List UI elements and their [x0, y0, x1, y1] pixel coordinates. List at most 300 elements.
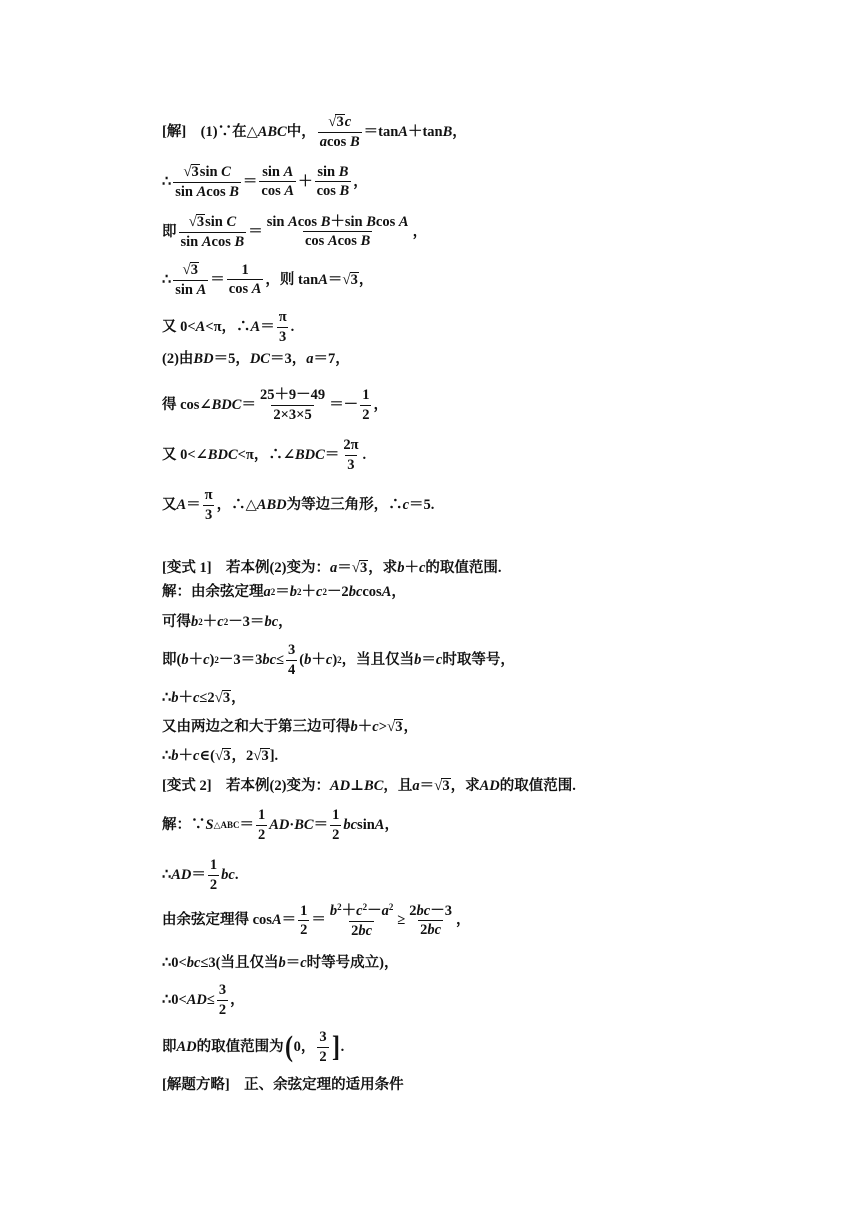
math-variable: B	[360, 233, 371, 250]
sqrt-expression	[352, 560, 368, 576]
fraction-numerator	[286, 643, 297, 660]
sqrt-radicand: 3	[223, 748, 231, 764]
text-run: ，	[391, 584, 406, 600]
math-variable: C	[221, 164, 231, 181]
math-variable: c	[203, 651, 210, 668]
text-run: 2	[332, 826, 340, 843]
fraction-denominator	[217, 1000, 228, 1018]
sqrt-radicand: 3	[222, 690, 231, 706]
text-run: 1	[362, 387, 370, 403]
math-variable: bc	[262, 651, 277, 668]
variant-1-line-5	[162, 719, 418, 735]
sqrt-radicand: 3	[395, 719, 403, 735]
text-run: ≤	[276, 651, 285, 668]
math-variable: A	[195, 318, 206, 335]
sqrt-expression	[183, 164, 199, 180]
math-variable: AD	[176, 1038, 197, 1055]
text-run: ≥	[397, 912, 406, 929]
fraction-numerator	[407, 904, 454, 921]
text-run: ＝	[239, 816, 255, 833]
solution-line-4	[162, 262, 373, 298]
text-run: ∴0<	[162, 955, 187, 971]
math-variable: a	[412, 777, 420, 794]
interval-bracket: ]	[331, 1030, 340, 1063]
variant-1-line-1	[162, 585, 406, 600]
math-variable: c	[372, 718, 379, 735]
math-variable: c	[192, 747, 200, 764]
text-run: ∴0<	[162, 991, 187, 1008]
variant-1-line-2	[162, 615, 293, 630]
text-run: 0，	[293, 1038, 316, 1055]
text-run: 3	[205, 506, 213, 523]
text-run: ⊥	[350, 777, 365, 794]
sqrt-symbol: √	[182, 262, 191, 279]
text-run: 又 0<∠	[162, 446, 208, 463]
text-run: cos	[316, 183, 340, 200]
math-variable: b	[181, 651, 189, 668]
math-variable: b	[278, 955, 286, 971]
math-variable: bc	[186, 955, 201, 971]
math-variable: A	[201, 234, 212, 251]
text-run: ＝	[186, 496, 201, 513]
text-run: ＝5.	[409, 496, 435, 513]
sqrt-expression	[215, 690, 231, 706]
text-run: ＋	[188, 651, 204, 668]
fraction	[407, 904, 454, 938]
fraction	[173, 262, 208, 298]
text-run: ≤	[206, 991, 215, 1008]
variant-2-line-5	[162, 983, 245, 1017]
text-run: －3＝	[228, 614, 265, 630]
text-run: [解] (1)∵在△	[162, 123, 258, 140]
text-run: ＝	[242, 173, 258, 190]
math-variable: a	[263, 584, 271, 600]
text-run: ＋	[178, 689, 193, 706]
sqrt-radicand: 3	[359, 560, 368, 576]
text-run: 即	[162, 223, 177, 240]
solution-line-8	[162, 438, 366, 472]
text-run: [变式 2] 若本例(2)变为：	[162, 777, 330, 794]
math-variable: A	[374, 816, 385, 833]
text-run: 得 cos∠	[162, 396, 212, 413]
math-variable: AD	[479, 777, 500, 794]
math-variable: a	[306, 351, 314, 367]
variant-2-line-1	[162, 808, 399, 842]
fraction	[328, 903, 395, 938]
math-variable: B	[320, 213, 331, 230]
text-run: ，且	[383, 777, 413, 794]
text-run: ＋	[301, 584, 316, 600]
text-run: ∴	[162, 173, 172, 190]
superscript: 2	[337, 654, 342, 665]
text-run: ∈(	[199, 747, 215, 764]
text-run: 2	[362, 406, 370, 423]
text-run: [解题方略] 正、余弦定理的适用条件	[162, 1077, 404, 1093]
sqrt-symbol: √	[214, 748, 224, 765]
text-run: 1	[241, 261, 249, 278]
fraction-numerator	[360, 388, 371, 405]
sqrt-expression	[342, 272, 358, 288]
text-run: 的取值范围.	[425, 559, 502, 576]
text-run: <π，∴	[205, 318, 251, 335]
text-run: －	[367, 903, 382, 919]
text-run: )	[332, 651, 338, 668]
fraction	[217, 983, 228, 1017]
math-variable: b	[289, 584, 297, 600]
fraction-numerator	[265, 215, 411, 232]
fraction-numerator	[260, 165, 295, 182]
text-run: 1	[332, 807, 340, 823]
math-variable: c	[344, 114, 352, 131]
fraction-denominator	[315, 181, 352, 199]
math-variable: S	[205, 816, 214, 833]
fraction-denominator	[173, 280, 208, 298]
text-run: sin	[357, 816, 375, 833]
text-run: sin	[205, 214, 227, 231]
superscript: 2	[270, 586, 276, 597]
variant-2-line-4	[162, 956, 399, 971]
math-variable: c	[325, 651, 333, 668]
text-run: ，求	[450, 777, 480, 794]
sqrt-expression	[215, 748, 231, 764]
fraction-denominator	[298, 920, 309, 938]
solution-line-2	[162, 164, 368, 200]
fraction-denominator	[179, 232, 247, 250]
fraction-numerator	[217, 983, 228, 1000]
fraction	[173, 164, 241, 200]
solution-line-6	[162, 352, 350, 367]
math-variable: B	[229, 184, 239, 201]
fraction	[360, 388, 371, 422]
text-run: 2	[300, 922, 308, 938]
text-run: 2	[319, 1048, 327, 1065]
text-run: ＋	[357, 718, 373, 735]
math-variable: A	[327, 233, 338, 250]
math-variable: A	[176, 496, 187, 513]
fraction-denominator	[360, 405, 371, 423]
text-run: ＋sin	[330, 213, 367, 230]
text-run: －3	[430, 902, 452, 919]
text-run: cos	[297, 213, 321, 230]
text-run: 2	[351, 922, 359, 939]
text-run: ＝	[248, 223, 263, 240]
math-variable: c	[300, 955, 307, 971]
text-run: .	[290, 318, 295, 335]
text-run: 的取值范围.	[499, 777, 576, 794]
sqrt-expression	[189, 214, 205, 230]
fraction-numerator	[187, 214, 239, 232]
math-variable: ABC	[257, 123, 287, 140]
text-run: ，	[373, 396, 388, 413]
math-variable: A	[398, 123, 408, 140]
fraction-denominator	[349, 921, 374, 939]
superscript: 2	[297, 586, 302, 597]
text-run: ，	[412, 223, 428, 240]
text-run: 中，	[286, 123, 316, 140]
text-run: 时等号成立)，	[306, 955, 399, 971]
text-run: ，∴△	[216, 496, 257, 513]
method-heading	[162, 1078, 404, 1093]
sqrt-radicand: 3	[196, 214, 205, 230]
fraction-numerator	[239, 263, 250, 280]
text-run: cos	[375, 213, 399, 230]
math-variable: BC	[294, 816, 314, 833]
fraction-denominator	[317, 1047, 328, 1065]
fraction-numerator	[258, 388, 327, 405]
text-run: 2	[258, 826, 266, 843]
text-run: 1	[209, 857, 218, 873]
math-variable: bc	[221, 866, 235, 883]
fraction-numerator	[277, 310, 289, 327]
math-variable: b	[329, 903, 338, 919]
text-run: ，则 tan	[265, 271, 319, 288]
text-run: ＝	[327, 271, 343, 288]
sqrt-symbol: √	[183, 164, 192, 181]
fraction-numerator	[315, 165, 350, 182]
fraction	[277, 310, 289, 344]
math-variable: A	[271, 912, 282, 929]
math-variable: A	[283, 163, 294, 180]
text-run: ∴	[162, 747, 172, 764]
text-run: cos	[304, 233, 328, 250]
variant-1-line-4	[162, 690, 246, 706]
fraction-denominator	[418, 920, 443, 938]
text-run: ＝	[419, 777, 435, 794]
math-variable: bc	[348, 584, 363, 600]
text-run: ＝3，	[269, 351, 307, 367]
text-run: .	[362, 446, 367, 463]
fraction-denominator	[330, 825, 341, 843]
text-run: ，求	[368, 559, 398, 576]
fraction	[315, 165, 352, 199]
solution-line-9	[162, 488, 434, 522]
fraction-denominator	[303, 231, 372, 249]
math-variable: B	[366, 213, 376, 230]
math-variable: BD	[193, 351, 214, 367]
superscript: 2	[362, 902, 368, 912]
fraction-numerator	[330, 808, 341, 825]
math-variable: A	[398, 213, 409, 230]
text-run: ＋	[341, 903, 357, 919]
fraction-denominator	[259, 181, 296, 199]
fraction-numerator	[326, 114, 353, 132]
fraction-numerator	[208, 858, 219, 875]
fraction-denominator	[277, 327, 288, 345]
fraction	[318, 114, 362, 150]
text-run: .	[340, 1038, 345, 1055]
superscript: 2	[214, 654, 219, 665]
text-run: ＝7，	[313, 351, 350, 367]
math-variable: AD	[329, 777, 351, 794]
text-run: cos	[326, 134, 350, 151]
fraction-denominator	[286, 660, 297, 678]
text-run: 即	[162, 1038, 177, 1055]
sqrt-radicand: 3	[190, 262, 198, 278]
text-run: ·	[289, 816, 295, 833]
text-run: >	[378, 718, 387, 735]
sqrt-radicand: 3	[191, 164, 199, 180]
fraction	[317, 1030, 328, 1064]
text-run: ＝	[285, 955, 301, 971]
text-run: ＝	[313, 816, 329, 833]
sqrt-expression	[183, 262, 199, 278]
text-run: 3	[319, 1029, 327, 1045]
math-variable: A	[251, 281, 262, 298]
text-run: 1	[300, 902, 308, 919]
sqrt-expression	[328, 114, 344, 130]
fraction-denominator	[208, 875, 219, 893]
math-variable: A	[250, 318, 261, 335]
math-variable: BC	[364, 777, 384, 794]
text-run: 又	[162, 496, 177, 513]
math-variable: BDC	[207, 446, 238, 463]
interval-bracket: (	[284, 1030, 293, 1063]
math-variable: c	[356, 903, 363, 919]
text-run: ].	[269, 747, 279, 764]
fraction	[203, 488, 215, 522]
fraction	[265, 215, 411, 249]
text-run: cos	[362, 584, 382, 600]
math-variable: AD	[269, 816, 290, 833]
text-run: ＋	[298, 173, 313, 190]
fraction	[227, 263, 264, 297]
text-run: ，	[231, 689, 246, 706]
math-variable: c	[217, 614, 224, 630]
subscript: △ABC	[213, 819, 240, 830]
text-run: 可得	[162, 614, 191, 630]
solution-line-3	[162, 214, 427, 250]
text-run: ≤2	[199, 689, 215, 706]
text-run: (	[299, 651, 305, 668]
math-variable: c	[402, 496, 410, 513]
sqrt-symbol: √	[214, 690, 223, 707]
sqrt-expression	[387, 719, 403, 735]
text-run: sin	[266, 213, 289, 230]
text-run: (2)由	[162, 351, 194, 367]
text-run: ，	[452, 123, 467, 140]
text-run: <π，∴∠	[237, 446, 295, 463]
text-run: sin	[262, 163, 284, 180]
text-run: 4	[288, 661, 296, 678]
math-variable: c	[418, 559, 426, 576]
text-run: ＝	[210, 271, 225, 288]
text-run: ，2	[231, 747, 254, 764]
text-run: cos	[261, 183, 285, 200]
fraction	[208, 858, 219, 892]
text-run: ＋tan	[407, 123, 443, 140]
variant-2-line-3	[162, 903, 470, 938]
fraction-numerator	[181, 164, 233, 182]
fraction-denominator	[318, 132, 362, 150]
text-run: ＝	[241, 396, 256, 413]
math-variable: bc	[427, 922, 442, 938]
fraction	[256, 808, 267, 842]
text-run: sin	[317, 163, 339, 180]
text-run: π	[204, 487, 213, 503]
text-run: ∴	[162, 271, 172, 288]
text-run: ＝	[281, 912, 297, 929]
text-run: cos	[211, 234, 235, 251]
sqrt-symbol: √	[351, 560, 360, 577]
math-variable: a	[381, 903, 389, 919]
superscript: 2	[322, 586, 327, 597]
text-run: ＝	[337, 559, 352, 576]
fraction-denominator	[203, 505, 214, 523]
math-variable: a	[329, 559, 338, 576]
text-run: ，	[384, 816, 399, 833]
math-variable: c	[192, 689, 200, 706]
text-run: 3	[279, 328, 287, 345]
text-run: cos	[337, 233, 361, 250]
text-run: 即(	[162, 651, 182, 668]
math-variable: C	[226, 214, 237, 231]
text-run: ∴	[162, 866, 172, 883]
text-run: ＝5，	[213, 351, 250, 367]
text-run: ＝	[191, 866, 206, 883]
text-run: sin	[180, 234, 202, 251]
sqrt-expression	[434, 778, 450, 794]
text-run: 又由两边之和大于第三边可得	[162, 718, 351, 735]
fraction-numerator	[203, 488, 215, 505]
sqrt-expression	[253, 748, 269, 764]
fraction	[330, 808, 341, 842]
text-run: 2×3×5	[273, 406, 312, 423]
math-variable: B	[349, 134, 360, 151]
fraction-denominator	[227, 279, 264, 297]
text-run: 解：由余弦定理	[162, 584, 264, 600]
math-variable: bc	[343, 816, 358, 833]
text-run: )	[209, 651, 215, 668]
text-run: .	[234, 866, 239, 883]
fraction-numerator	[181, 262, 201, 280]
text-run: 由余弦定理得 cos	[162, 912, 272, 929]
text-run: sin	[175, 184, 197, 201]
text-run: ＝tan	[363, 123, 399, 140]
text-run: 解：∵	[162, 816, 206, 833]
fraction-numerator	[298, 904, 309, 921]
text-run: ，	[403, 718, 418, 735]
text-run: ，	[230, 991, 245, 1008]
text-run: －3＝3	[218, 651, 263, 668]
text-run: 2	[209, 876, 218, 893]
text-run: 1	[258, 807, 266, 823]
math-variable: B	[339, 183, 350, 200]
fraction	[286, 643, 297, 677]
text-run: 2π	[343, 437, 359, 453]
math-variable: b	[304, 651, 312, 668]
text-run: ，	[278, 614, 293, 630]
text-run: ＝	[324, 446, 340, 463]
fraction-numerator	[328, 903, 395, 921]
fraction-denominator	[256, 825, 267, 843]
text-run: ＋	[202, 614, 218, 630]
text-run: 25＋9－49	[259, 387, 326, 403]
text-run: 2	[218, 1001, 227, 1018]
text-run: π	[278, 309, 287, 325]
text-run: －2	[326, 584, 349, 600]
math-variable: A	[284, 183, 295, 200]
math-variable: bc	[358, 922, 373, 939]
text-run: 的取值范围为	[196, 1038, 284, 1055]
sqrt-radicand: 3	[442, 778, 450, 794]
math-variable: b	[397, 559, 405, 576]
superscript: 2	[198, 616, 203, 627]
superscript: 2	[388, 902, 394, 912]
math-variable: ABD	[256, 496, 287, 513]
math-variable: BDC	[211, 396, 242, 413]
sqrt-symbol: √	[188, 214, 197, 231]
math-variable: DC	[249, 351, 270, 367]
